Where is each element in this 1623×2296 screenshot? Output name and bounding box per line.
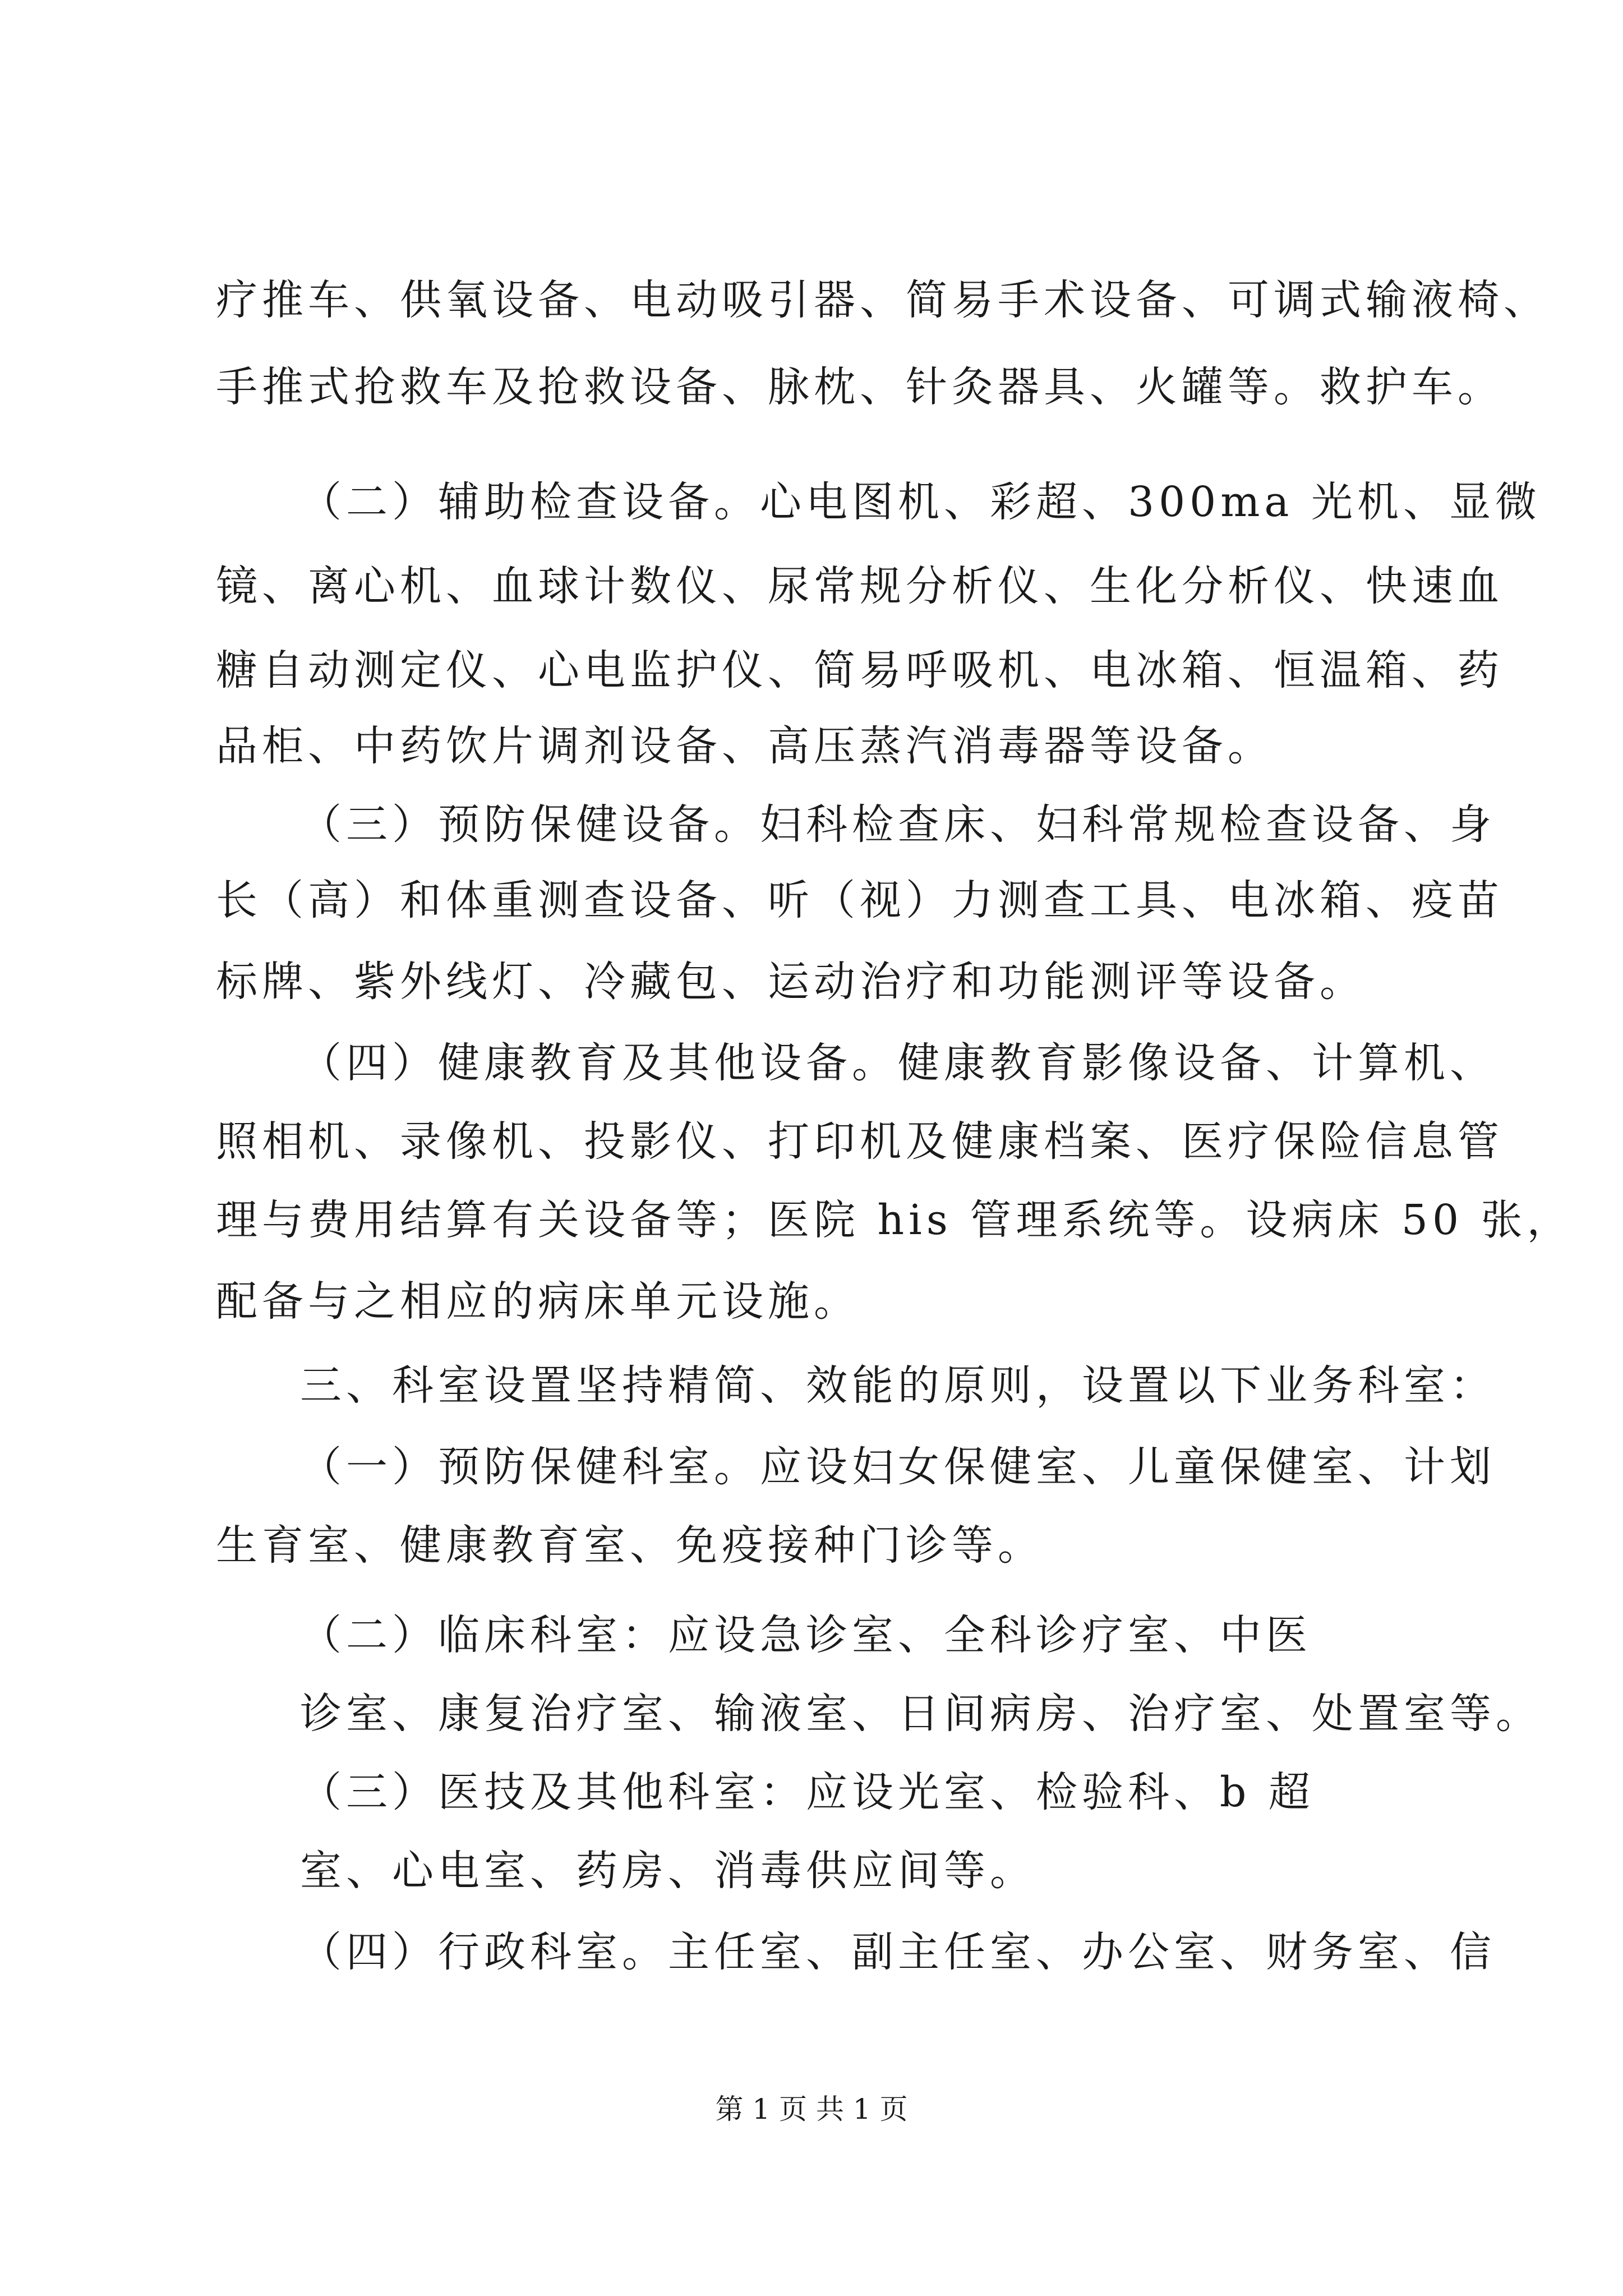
page-footer: 第 1 页 共 1 页 (715, 2093, 908, 2125)
body-line: （四）行政科室。主任室、副主任室、办公室、财务室、信 (300, 1928, 1496, 1976)
body-line: 标牌、紫外线灯、冷藏包、运动治疗和功能测评等设备。 (216, 958, 1366, 1006)
body-line: （二）临床科室：应设急诊室、全科诊疗室、中医 (300, 1611, 1312, 1659)
body-line: （三）预防保健设备。妇科检查床、妇科常规检查设备、身 (300, 800, 1496, 849)
body-line: 诊室、康复治疗室、输液室、日间病房、治疗室、处置室等。 (300, 1690, 1542, 1738)
body-line: （四）健康教育及其他设备。健康教育影像设备、计算机、 (300, 1039, 1496, 1087)
body-line: 镜、离心机、血球计数仪、尿常规分析仪、生化分析仪、快速血 (216, 562, 1504, 610)
body-line: （一）预防保健科室。应设妇女保健室、儿童保健室、计划 (300, 1443, 1496, 1491)
body-line: 糖自动测定仪、心电监护仪、简易呼吸机、电冰箱、恒温箱、药 (216, 646, 1504, 694)
body-line: 生育室、健康教育室、免疫接种门诊等。 (216, 1521, 1044, 1570)
body-line: （二）辅助检查设备。心电图机、彩超、300ma 光机、显微 (300, 478, 1542, 526)
body-line: 照相机、录像机、投影仪、打印机及健康档案、医疗保险信息管 (216, 1117, 1504, 1166)
body-line: 疗推车、供氧设备、电动吸引器、简易手术设备、可调式输液椅、 (216, 276, 1550, 324)
body-line: 手推式抢救车及抢救设备、脉枕、针灸器具、火罐等。救护车。 (216, 363, 1504, 411)
body-line: 室、心电室、药房、消毒供应间等。 (300, 1847, 1036, 1895)
body-line: 配备与之相应的病床单元设施。 (216, 1277, 860, 1326)
body-line: 理与费用结算有关设备等；医院 his 管理系统等。设病床 50 张， (216, 1196, 1573, 1244)
body-line: 长（高）和体重测查设备、听（视）力测查工具、电冰箱、疫苗 (216, 876, 1504, 924)
section-heading: 三、科室设置坚持精简、效能的原则，设置以下业务科室： (300, 1361, 1496, 1410)
body-line: （三）医技及其他科室：应设光室、检验科、b 超 (300, 1768, 1315, 1816)
body-line: 品柜、中药饮片调剂设备、高压蒸汽消毒器等设备。 (216, 722, 1274, 770)
